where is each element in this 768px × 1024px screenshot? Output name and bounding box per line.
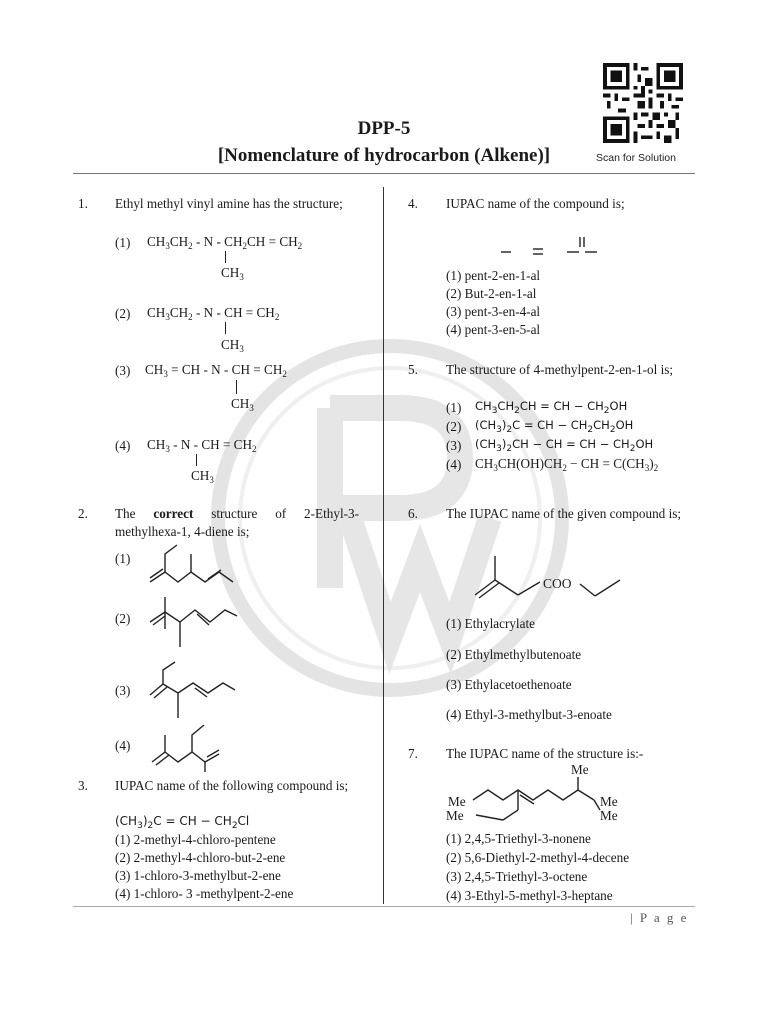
q2-stem-pre: The — [115, 506, 154, 521]
q3-option-2: (2) 2-methyl-4-chloro-but-2-ene — [115, 850, 286, 865]
q5-option-4-structure: $CH_3CH(OH)CH_2$ − CH = $C(CH_3)_2$ — [475, 456, 659, 473]
column-divider — [383, 187, 384, 904]
q4-option-1: (1) pent-2-en-1-al — [446, 268, 541, 283]
q1-option-2-structure: $CH_3CH_2$ - N - CH = $CH_2$ — [147, 305, 280, 322]
q1-option-2-methyl: $CH_3$ — [221, 337, 244, 354]
q2-option-3-label: (3) — [115, 683, 131, 698]
q3-option-1: (1) 2-methyl-4-chloro-pentene — [115, 832, 276, 847]
q7-option-4: (4) 3-Ethyl-5-methyl-3-heptane — [446, 888, 613, 903]
q2-option-3-structure — [145, 660, 245, 720]
q7-number: 7. — [408, 746, 418, 761]
q4-option-3: (3) pent-3-en-4-al — [446, 304, 541, 319]
q1-option-3-bond — [236, 380, 237, 394]
q6-option-3: (3) Ethylacetoethenoate — [446, 677, 572, 692]
q7-option-1: (1) 2,4,5-Triethyl-3-nonene — [446, 831, 591, 846]
q7-me-top: Me — [571, 762, 589, 777]
q3-number: 3. — [78, 778, 88, 793]
q7-structure — [468, 775, 608, 825]
q5-option-1-label: (1) — [446, 400, 462, 415]
q5-option-1-structure: $CH_3CH_2CH$ = CH − $CH_2OH$ — [475, 399, 628, 416]
q3-compound: $(CH_3)_2C$ = CH − $CH_2Cl$ — [115, 814, 250, 831]
q7-me-left-lower: Me — [446, 808, 464, 823]
q5-option-3-structure: $(CH_3)_2CH$ − CH = CH − $CH_2OH$ — [475, 437, 654, 454]
q1-option-1-methyl: $CH_3$ — [221, 265, 244, 282]
q2-stem-post: structure of 2-Ethyl-3-methylhexa-1, 4-diene is; — [115, 506, 359, 539]
q6-option-4: (4) Ethyl-3-methylbut-3-enoate — [446, 707, 612, 722]
q7-stem: The IUPAC name of the structure is:- — [446, 746, 644, 761]
q1-number: 1. — [78, 196, 88, 211]
q3-option-3: (3) 1-chloro-3-methylbut-2-ene — [115, 868, 281, 883]
q6-structure — [470, 552, 630, 607]
q1-option-4-bond — [196, 454, 197, 466]
page-subtitle: [Nomenclature of hydrocarbon (Alkene)] — [217, 145, 551, 166]
q4-number: 4. — [408, 196, 418, 211]
q4-structure — [495, 230, 615, 260]
q6-stem: The IUPAC name of the given compound is; — [446, 506, 682, 521]
q1-stem: Ethyl methyl vinyl amine has the structure; — [115, 196, 343, 211]
q1-option-4-methyl: $CH_3$ — [191, 468, 214, 485]
q5-option-2-label: (2) — [446, 419, 462, 434]
q2-option-2-structure — [145, 592, 245, 657]
q5-option-2-structure: $(CH_3)_2C$ = CH − $CH_2CH_2OH$ — [475, 418, 634, 435]
q1-option-4-label: (4) — [115, 438, 131, 453]
q1-option-3-structure: $CH_3$ = CH - N - CH = $CH_2$ — [145, 362, 287, 379]
q6-option-2: (2) Ethylmethylbutenoate — [446, 647, 582, 662]
q7-option-3: (3) 2,4,5-Triethyl-3-octene — [446, 869, 588, 884]
q2-option-1-label: (1) — [115, 551, 131, 566]
q2-option-4-structure — [145, 720, 245, 775]
q7-me-right-lower: Me — [600, 808, 618, 823]
q3-stem: IUPAC name of the following compound is; — [115, 778, 349, 793]
q7-me-left-upper: Me — [448, 794, 466, 809]
q7-me-right-upper: Me — [600, 794, 618, 809]
q4-option-4: (4) pent-3-en-5-al — [446, 322, 541, 337]
footer-divider — [73, 906, 695, 907]
q3-option-4: (4) 1-chloro- 3 -methylpent-2-ene — [115, 886, 294, 901]
q6-option-1: (1) Ethylacrylate — [446, 616, 535, 631]
q2-number: 2. — [78, 506, 88, 521]
header-divider — [73, 173, 695, 174]
scan-for-solution-label: Scan for Solution — [596, 152, 676, 164]
q6-structure-label: COO — [543, 576, 572, 591]
page-title: DPP-5 — [357, 118, 411, 139]
q4-option-2: (2) But-2-en-1-al — [446, 286, 537, 301]
q5-stem: The structure of 4-methylpent-2-en-1-ol is; — [446, 362, 674, 377]
q1-option-3-label: (3) — [115, 363, 131, 378]
q1-option-1-structure: $CH_3CH_2 - N - CH_2CH = CH_2$ — [147, 234, 303, 251]
q2-option-4-label: (4) — [115, 738, 131, 753]
q2-option-1-structure — [145, 540, 245, 590]
q1-option-2-bond — [225, 322, 226, 334]
q1-option-2-label: (2) — [115, 306, 131, 321]
q7-option-2: (2) 5,6-Diethyl-2-methyl-4-decene — [446, 850, 630, 865]
q5-option-4-label: (4) — [446, 457, 462, 472]
q6-number: 6. — [408, 506, 418, 521]
q5-number: 5. — [408, 362, 418, 377]
q1-option-3-methyl: $CH_3$ — [231, 396, 254, 413]
q4-stem: IUPAC name of the compound is; — [446, 196, 625, 211]
q1-option-1-label: (1) — [115, 235, 131, 250]
q5-option-3-label: (3) — [446, 438, 462, 453]
q2-stem — [115, 505, 359, 541]
q2-stem-bold: correct — [153, 506, 194, 521]
q2-option-2-label: (2) — [115, 611, 131, 626]
page-footer-label: | P a g e — [630, 910, 689, 925]
q1-option-1-bond — [225, 251, 226, 263]
q1-option-4-structure: $CH_3$ - N - CH = $CH_2$ — [147, 437, 257, 454]
qr-code-icon[interactable] — [603, 63, 683, 143]
